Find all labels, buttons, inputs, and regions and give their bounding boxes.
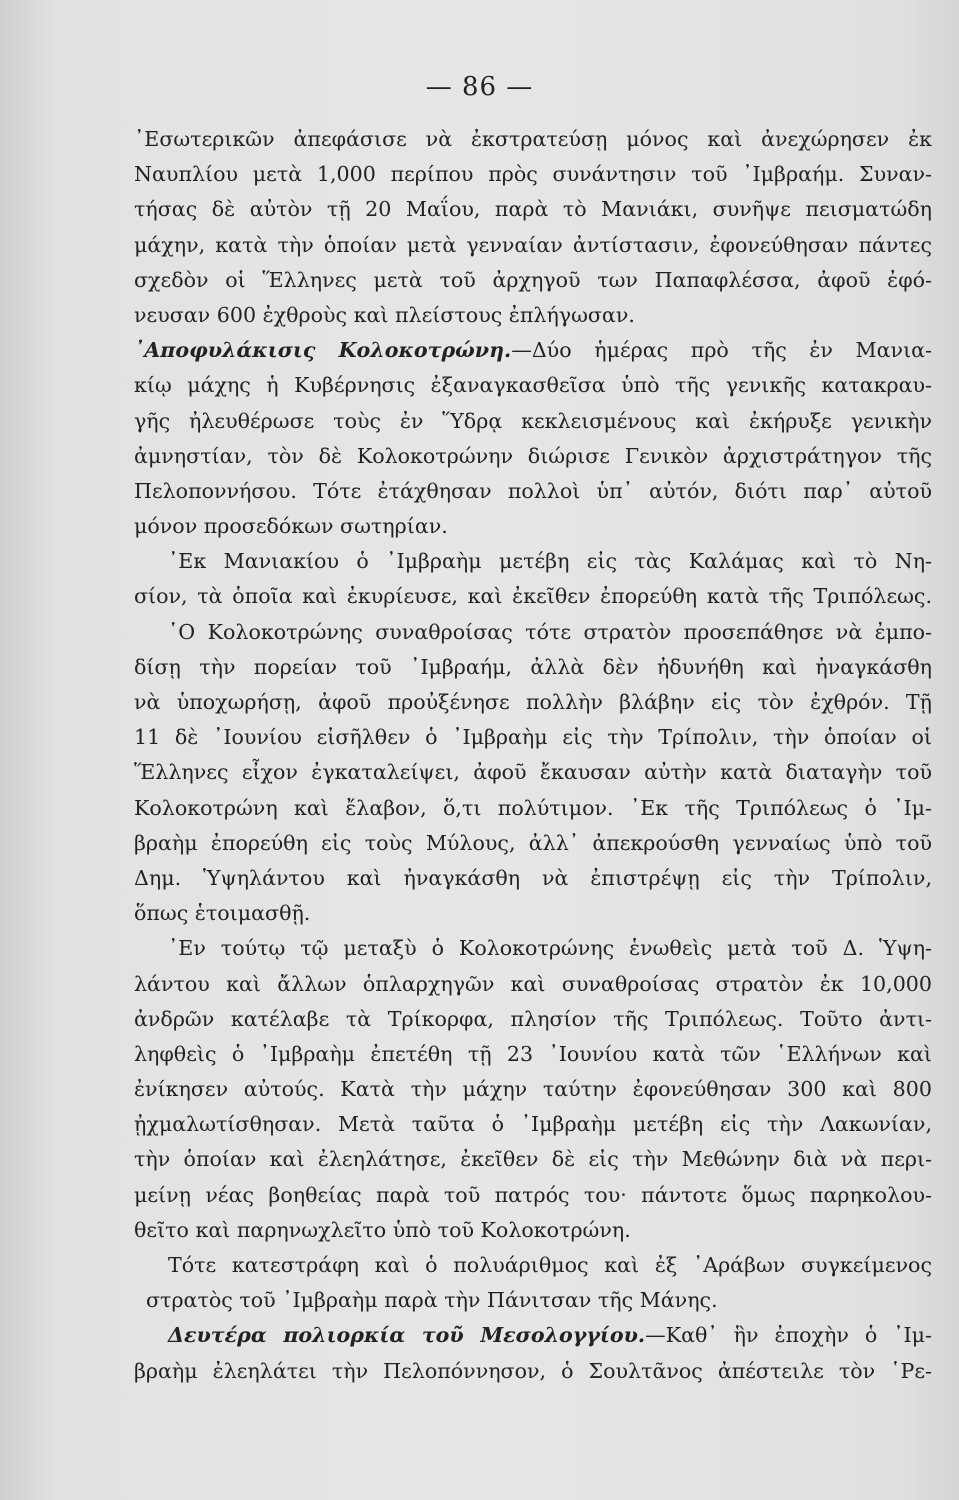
line-text: Πελοποννήσου. Τότε ἐτάχθησαν πολλοὶ ὑπ᾿ αὐτόν, διότι παρ᾿ αὐτοῦ <box>134 478 932 503</box>
text-line <box>134 404 932 439</box>
line-text: Ναυπλίου μετὰ 1,000 περίπου πρὸς συνάντησιν τοῦ ᾿Ιμβραήμ. Συναν- <box>134 162 932 187</box>
text-line <box>134 579 932 614</box>
text-line <box>134 755 932 790</box>
text-line <box>134 685 932 720</box>
text-line <box>134 509 932 544</box>
line-text: ᾐχμαλωτίσθησαν. Μετὰ ταῦτα ὁ ᾿Ιμβραὴμ μετέβη εἰς τὴν Λακωνίαν, <box>134 1112 932 1137</box>
line-text: Κολοκοτρώνη καὶ ἔλαβον, ὅ,τι πολύτιμον. ᾿Εκ τῆς Τριπόλεως ὁ ᾿Ιμ- <box>134 795 932 820</box>
text-line <box>134 1002 932 1037</box>
text-line <box>134 1213 932 1248</box>
text-line <box>134 544 932 579</box>
section-heading: Δευτέρα πολιορκία τοῦ Μεσολογγίου. <box>168 1323 646 1348</box>
line-text: ᾿Εν τούτῳ τῷ μεταξὺ ὁ Κολοκοτρώνης ἑνωθεὶς μετὰ τοῦ Δ. Ὑψη- <box>168 936 932 961</box>
line-text: νευσαν 600 ἐχθροὺς καὶ πλείστους ἐπλήγωσαν. <box>134 302 635 327</box>
text-line <box>134 861 932 896</box>
line-text: Τότε κατεστράφη καὶ ὁ πολυάριθμος καὶ ἐξ ᾿Αράβων συγκείμενος <box>168 1253 932 1277</box>
line-text: ἀμνηστίαν, τὸν δὲ Κολοκοτρώνην διώρισε Γενικὸν ἀρχιστράτηγον τῆς <box>134 443 932 468</box>
line-text: —Δύο ἡμέρας πρὸ τῆς ἐν Μανια- <box>511 338 933 363</box>
text-line <box>134 791 932 826</box>
text-line <box>134 1354 932 1389</box>
line-text: γῆς ἠλευθέρωσε τοὺς ἐν Ὕδρᾳ κεκλεισμένους καὶ ἐκήρυξε γενικὴν <box>134 408 932 433</box>
text-line <box>134 720 932 755</box>
line-text: μόνον προσεδόκων σωτηρίαν. <box>134 514 448 539</box>
line-text: μείνῃ νέας βοηθείας παρὰ τοῦ πατρός του· πάντοτε ὅμως παρηκολου- <box>134 1182 932 1207</box>
line-text: ᾿Εκ Μανιακίου ὁ ᾿Ιμβραὴμ μετέβη εἰς τὰς Καλάμας καὶ τὸ Νη- <box>168 549 932 574</box>
line-text: στρατὸς τοῦ ᾿Ιμβραὴμ παρὰ τὴν Πάνιτσαν τῆς Μάνης. <box>146 1288 718 1313</box>
text-line <box>134 1037 932 1072</box>
text-line <box>134 263 932 298</box>
line-text: κίῳ μάχης ἡ Κυβέρνησις ἐξαναγκασθεῖσα ὑπὸ τῆς γενικῆς κατακραυ- <box>134 373 932 398</box>
section-heading: ᾿Αποφυλάκισις Κολοκοτρώνη. <box>134 338 512 363</box>
text-line <box>134 228 932 263</box>
line-text: ῾Ο Κολοκοτρώνης συναθροίσας τότε στρατὸν προσεπάθησε νὰ ἐμπο- <box>168 619 932 644</box>
line-text: σχεδὸν οἱ Ἕλληνες μετὰ τοῦ ἀρχηγοῦ των Παπαφλέσσα, ἀφοῦ ἐφό- <box>134 267 932 292</box>
page-number: — 86 — <box>425 72 534 102</box>
text-line <box>134 967 932 1002</box>
text-line <box>134 298 932 333</box>
line-text: σίον, τὰ ὁποῖα καὶ ἐκυρίευσε, καὶ ἐκεῖθεν ἐπορεύθη κατὰ τῆς Τριπόλεως. <box>134 584 932 609</box>
text-line <box>134 157 932 192</box>
text-line <box>134 333 932 368</box>
line-text: δίσῃ τὴν πορείαν τοῦ ᾿Ιμβραήμ, ἀλλὰ δὲν ἠδυνήθη καὶ ἠναγκάσθη <box>134 654 932 679</box>
line-text: ᾿Εσωτερικῶν ἀπεφάσισε νὰ ἐκστρατεύσῃ μόνος καὶ ἀνεχώρησεν ἐκ <box>134 127 932 151</box>
text-line <box>134 896 932 931</box>
line-text: ληφθεὶς ὁ ᾿Ιμβραὴμ ἐπετέθη τῇ 23 ᾿Ιουνίου κατὰ τῶν ῾Ελλήνων καὶ <box>134 1041 932 1066</box>
line-text: βραὴμ ἐλεηλάτει τὴν Πελοπόννησον, ὁ Σουλτᾶνος ἀπέστειλε τὸν ῾Ρε- <box>134 1358 932 1383</box>
line-text: 11 δὲ ᾿Ιουνίου εἰσῆλθεν ὁ ᾿Ιμβραὴμ εἰς τὴν Τρίπολιν, τὴν ὁποίαν οἱ <box>134 725 932 750</box>
text-line <box>134 826 932 861</box>
line-text: ἐνίκησεν αὐτούς. Κατὰ τὴν μάχην ταύτην ἐφονεύθησαν 300 καὶ 800 <box>134 1077 932 1102</box>
text-line <box>134 474 932 509</box>
text-line <box>134 1283 932 1318</box>
line-text: λάντου καὶ ἄλλων ὁπλαρχηγῶν καὶ συναθροίσας στρατὸν ἐκ 10,000 <box>134 971 932 996</box>
text-line <box>134 368 932 403</box>
line-text: ὅπως ἑτοιμασθῇ. <box>134 901 311 926</box>
text-line <box>134 1142 932 1177</box>
text-line <box>134 1072 932 1107</box>
line-text: ἀνδρῶν κατέλαβε τὰ Τρίκορφα, πλησίον τῆς Τριπόλεως. Τοῦτο ἀντι- <box>134 1006 932 1031</box>
line-text: τὴν ὁποίαν καὶ ἐλεηλάτησε, ἐκεῖθεν δὲ εἰς τὴν Μεθώνην διὰ νὰ περι- <box>134 1147 932 1172</box>
line-text: —Καθ᾿ ἣν ἐποχὴν ὁ ᾿Ιμ- <box>645 1323 932 1348</box>
line-text: Δημ. Ὑψηλάντου καὶ ἠναγκάσθη νὰ ἐπιστρέψῃ εἰς τὴν Τρίπολιν, <box>134 865 932 890</box>
line-text: νὰ ὑποχωρήσῃ, ἀφοῦ προὐξένησε πολλὴν βλάβην εἰς τὸν ἐχθρόν. Τῇ <box>134 690 932 714</box>
text-line <box>134 1318 932 1353</box>
text-line <box>134 1248 932 1283</box>
text-line <box>134 931 932 966</box>
text-line <box>134 1178 932 1213</box>
text-line <box>134 439 932 474</box>
line-text: βραὴμ ἐπορεύθη εἰς τοὺς Μύλους, ἀλλ᾿ ἀπεκρούσθη γενναίως ὑπὸ τοῦ <box>134 830 932 855</box>
text-line <box>134 192 932 227</box>
line-text: τήσας δὲ αὐτὸν τῇ 20 Μαΐου, παρὰ τὸ Μανιάκι, συνῆψε πεισματώδη <box>134 197 932 222</box>
text-line <box>134 650 932 685</box>
body-text <box>134 122 932 1389</box>
text-line <box>134 615 932 650</box>
text-line <box>134 122 932 157</box>
line-text: θεῖτο καὶ παρηνωχλεῖτο ὑπὸ τοῦ Κολοκοτρώνη. <box>134 1217 631 1242</box>
line-text: Ἕλληνες εἶχον ἐγκαταλείψει, ἀφοῦ ἔκαυσαν αὐτὴν κατὰ διαταγὴν τοῦ <box>134 760 932 785</box>
line-text: μάχην, κατὰ τὴν ὁποίαν μετὰ γενναίαν ἀντίστασιν, ἐφονεύθησαν πάντες <box>134 232 932 257</box>
text-line <box>134 1107 932 1142</box>
